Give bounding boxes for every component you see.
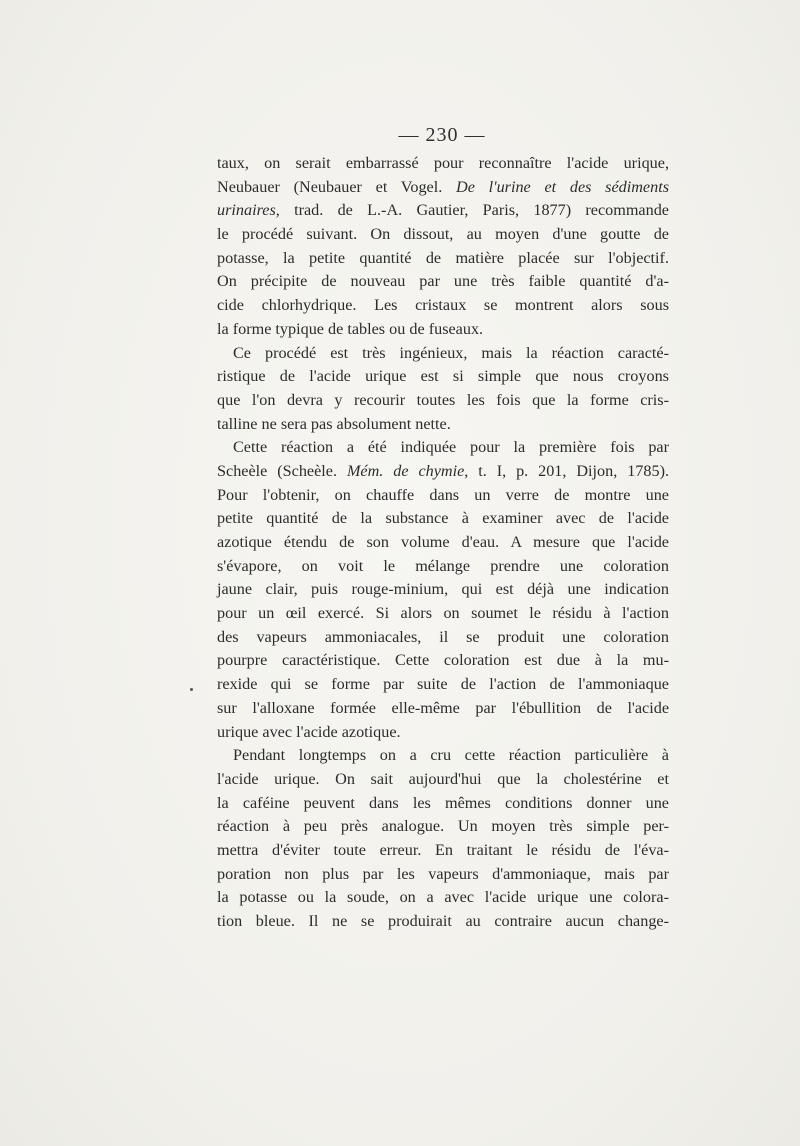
text-segment: Pour l'obtenir, on chauffe dans un verre de montre une — [217, 485, 669, 504]
text-segment: mettra d'éviter toute erreur. En traitant le résidu de l'éva- — [217, 840, 669, 859]
text-segment: taux, on serait embarrassé pour reconnaître l'acide urique, — [217, 154, 669, 172]
text-segment: rexide qui se forme par suite de l'action de l'ammoniaque — [217, 675, 669, 694]
text-line — [217, 247, 669, 271]
text-segment: , t. I, p. 201, Dijon, 1785). — [464, 461, 670, 480]
text-segment: Scheèle (Scheèle. — [217, 461, 347, 480]
text-line — [217, 484, 669, 508]
text-line — [217, 555, 669, 579]
text-segment: petite quantité de la substance à examiner avec de l'acide — [217, 509, 669, 528]
text-segment: la forme typique de tables ou de fuseaux. — [217, 319, 484, 338]
text-line — [217, 389, 669, 413]
italic-text: Mém. de chymie — [346, 461, 465, 480]
text-segment: Pendant longtemps on a cru cette réaction particulière à — [233, 746, 669, 765]
text-segment: poration non plus par les vapeurs d'ammoniaque, mais par — [217, 864, 669, 883]
text-line — [217, 839, 669, 863]
text-segment: jaune clair, puis rouge-minium, qui est déjà une indication — [217, 580, 669, 599]
text-line — [217, 152, 669, 176]
text-line — [217, 294, 669, 318]
text-line — [217, 531, 669, 555]
text-line — [217, 744, 669, 768]
text-segment: tion bleue. Il ne se produirait au contraire aucun change- — [217, 912, 669, 930]
text-line — [217, 673, 669, 697]
text-segment: sur l'alloxane formée elle-même par l'ébullition de l'acide — [217, 698, 669, 717]
text-segment: que l'on devra y recourir toutes les fois que la forme cris- — [217, 390, 669, 409]
text-line — [217, 792, 669, 816]
text-line — [217, 697, 669, 721]
text-line — [217, 721, 669, 745]
text-line — [217, 863, 669, 887]
text-line — [217, 460, 669, 484]
text-line — [217, 342, 669, 366]
text-segment: potasse, la petite quantité de matière placée sur l'objectif. — [217, 248, 669, 267]
body-text — [217, 152, 669, 934]
text-segment: réaction à peu près analogue. Un moyen très simple per- — [217, 817, 669, 836]
text-segment: pourpre caractéristique. Cette coloration est due à la mu- — [217, 651, 669, 670]
text-segment: ristique de l'acide urique est si simple que nous croyons — [217, 367, 669, 386]
text-segment: l'acide urique. On sait aujourd'hui que la cholestérine et — [217, 769, 669, 788]
text-line — [217, 649, 669, 673]
text-line — [217, 578, 669, 602]
text-line — [217, 910, 669, 934]
text-segment: Neubauer (Neubauer et Vogel. — [217, 177, 457, 196]
text-segment: On précipite de nouveau par une très faible quantité d'a- — [217, 272, 669, 291]
text-line — [217, 223, 669, 247]
margin-mark — [190, 688, 193, 691]
italic-text: urinaires — [217, 201, 276, 220]
text-line — [217, 413, 669, 437]
text-line — [217, 626, 669, 650]
text-segment: la caféine peuvent dans les mêmes conditions donner une — [217, 793, 669, 812]
page-number: — 230 — — [398, 124, 486, 146]
text-segment: talline ne sera pas absolument nette. — [217, 414, 451, 433]
text-segment: pour un œil exercé. Si alors on soumet le résidu à l'action — [217, 604, 669, 623]
text-segment: s'évapore, on voit le mélange prendre une coloration — [217, 556, 669, 575]
text-segment: Ce procédé est très ingénieux, mais la réaction caracté- — [233, 343, 669, 362]
text-segment: , trad. de L.-A. Gautier, Paris, 1877) recommande — [275, 201, 669, 220]
text-line — [217, 602, 669, 626]
text-segment: la potasse ou la soude, on a avec l'acide urique une colora- — [217, 888, 669, 907]
text-line — [217, 768, 669, 792]
text-segment: azotique étendu de son volume d'eau. A mesure que l'acide — [217, 533, 669, 551]
text-line — [217, 507, 669, 531]
text-line — [217, 199, 669, 223]
italic-text: De l'urine et des sédiments — [456, 177, 669, 196]
text-line — [217, 436, 669, 460]
text-segment: cide chlorhydrique. Les cristaux se montrent alors sous — [217, 296, 669, 315]
text-line — [217, 176, 669, 200]
text-segment: Cette réaction a été indiquée pour la première fois par — [233, 438, 669, 457]
text-line — [217, 318, 669, 342]
text-line — [217, 815, 669, 839]
text-line — [217, 365, 669, 389]
text-segment: urique avec l'acide azotique. — [217, 722, 401, 741]
text-line — [217, 886, 669, 910]
text-segment: le procédé suivant. On dissout, au moyen d'une goutte de — [217, 225, 669, 244]
text-line — [217, 270, 669, 294]
text-segment: des vapeurs ammoniacales, il se produit une coloration — [217, 627, 669, 646]
